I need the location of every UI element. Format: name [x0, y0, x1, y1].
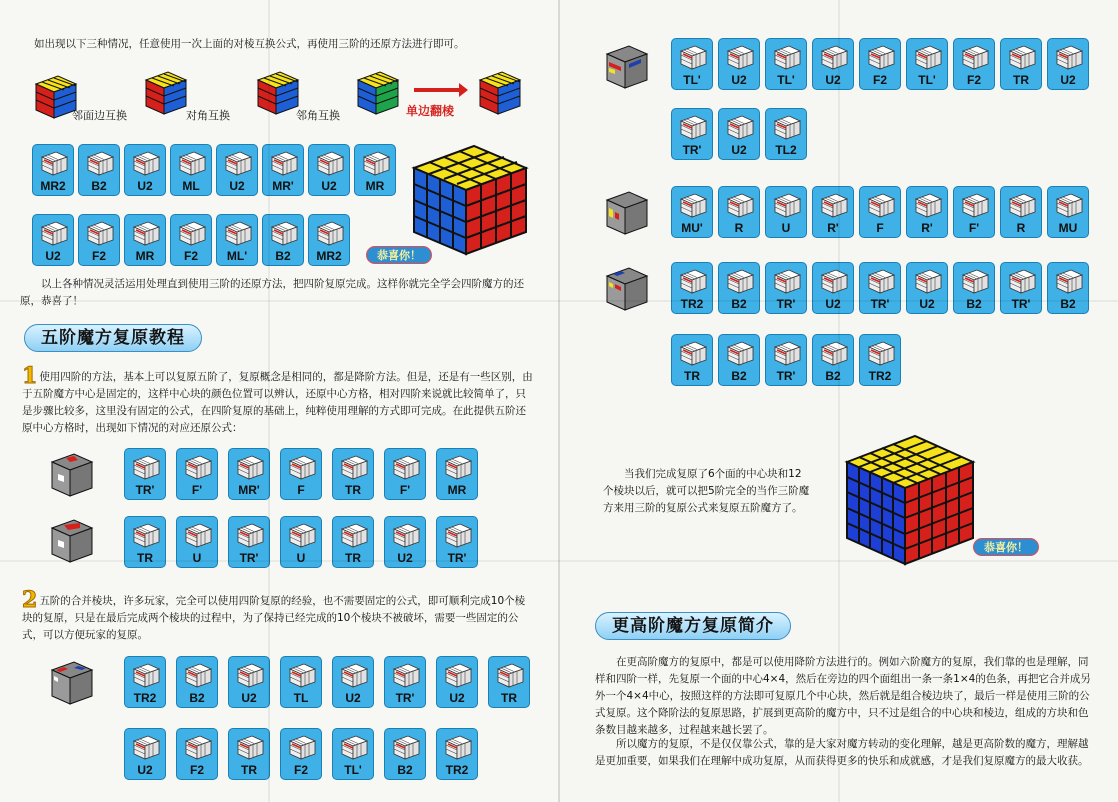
groupC-case-cube [599, 262, 651, 314]
step2-paragraph [22, 587, 534, 644]
cube-single-edge-flip [350, 66, 402, 118]
mini-cube-icon [678, 44, 708, 70]
mini-cube-icon [339, 522, 369, 548]
move-notation: TR [345, 551, 361, 565]
case-caption-2: 对角互换 [186, 109, 230, 122]
move-tile [332, 448, 374, 500]
groupA-case-cube [599, 40, 651, 92]
move-tile [906, 38, 948, 90]
mini-cube-icon [223, 220, 253, 246]
mini-cube-icon [183, 662, 213, 688]
mini-cube-icon [315, 220, 345, 246]
move-tile [228, 656, 270, 708]
mini-cube-icon [819, 340, 849, 366]
move-tile [384, 656, 426, 708]
move-notation: TR' [870, 297, 890, 311]
move-notation: TR2 [680, 297, 704, 311]
move-tile [906, 186, 948, 238]
move-tile [906, 262, 948, 314]
done-text: 当我们完成复原了6个面的中心块和12个棱块以后，就可以把5阶完全的当作三阶魔方来用三阶的复原公式来复原五阶魔方了。 [603, 468, 810, 514]
higher-order-para-1: 在更高阶魔方的复原中，都是可以使用降阶方法进行的。例如六阶魔方的复原，我们靠的也是理解，同样和四阶一样，先复原一个面的中心4×4，然后在旁边的四个面组出一条一条1×4的色条，再把它合并成另外一个4×4中心，按照这样的方法即可复原几个中心块，然后就是组合棱边块了，最后一样是使用三阶的公式复原。这个降阶法的复原思路，扩展到更高阶的魔方中，只不过是组合的中心块和棱边，组成的方块和色条数目越来越多，过程越来越长罢了。 [595, 656, 1091, 736]
fold-line [558, 0, 560, 802]
move-notation: TR' [395, 691, 415, 705]
move-notation: U2 [1060, 73, 1076, 87]
mini-cube-icon [235, 522, 265, 548]
mini-cube-icon [339, 662, 369, 688]
move-tile [671, 108, 713, 160]
cube-5x5-solved-large [839, 430, 979, 568]
mini-cube-icon [131, 522, 161, 548]
move-tile [953, 262, 995, 314]
case-caption-3: 邻角互换 [296, 109, 340, 122]
mini-cube-icon [131, 734, 161, 760]
move-notation: R' [827, 221, 839, 235]
move-tile [308, 144, 350, 196]
move-tile [1047, 186, 1089, 238]
mini-cube-icon [725, 268, 755, 294]
mini-cube-icon [725, 44, 755, 70]
move-tile [765, 38, 807, 90]
congrats-badge-right: 恭喜你！ [973, 538, 1039, 556]
move-notation: TR [345, 483, 361, 497]
move-notation: TL2 [775, 143, 797, 157]
mini-cube-icon [772, 192, 802, 218]
move-tile [78, 214, 120, 266]
move-tile [765, 262, 807, 314]
mini-cube-icon [678, 114, 708, 140]
move-notation: B2 [397, 763, 413, 777]
move-tile [812, 262, 854, 314]
cube-diagonal-swap [138, 66, 190, 118]
move-notation: F' [191, 483, 203, 497]
move-notation: TR2 [868, 369, 892, 383]
move-notation: F2 [189, 763, 204, 777]
move-notation: ML [182, 179, 200, 193]
move-notation: U2 [241, 691, 257, 705]
move-tile [953, 38, 995, 90]
move-notation: F' [399, 483, 411, 497]
mini-cube-icon [819, 268, 849, 294]
move-tile [436, 728, 478, 780]
mini-cube-icon [725, 114, 755, 140]
move-tile [765, 186, 807, 238]
step1-text: 使用四阶的方法，基本上可以复原五阶了，复原概念是相同的，都是降阶方法。但是，还是有一些区别，由于五阶魔方中心是固定的，这样中心块的颜色位置可以辨认，还原中心方格，相对四阶来说就比较简单了，只是步骤比较多，这里没有固定的公式，在四阶复原的基础上，纯粹使用理解的方式即可完成。在此提供五阶还原中心方格时，出现如下情况的对应还原公式： [22, 371, 533, 434]
move-notation: MR [135, 249, 155, 263]
move-notation: U [296, 551, 306, 565]
move-notation: TL' [683, 73, 701, 87]
move-notation: U2 [229, 179, 245, 193]
mini-cube-icon [1007, 268, 1037, 294]
step2-number: 2 [22, 587, 38, 613]
mini-cube-icon [183, 734, 213, 760]
move-tile [176, 448, 218, 500]
move-notation: U2 [397, 551, 413, 565]
move-notation: TR' [776, 369, 796, 383]
move-notation: TR' [135, 483, 155, 497]
move-notation: TL' [777, 73, 795, 87]
move-notation: U [781, 221, 791, 235]
move-notation: TR2 [445, 763, 469, 777]
mini-cube-icon [960, 192, 990, 218]
move-notation: TR [241, 763, 257, 777]
single-edge-flip-label: 单边翻棱 [406, 104, 455, 118]
move-tile [1000, 186, 1042, 238]
mini-cube-icon [131, 454, 161, 480]
mini-cube-icon [235, 662, 265, 688]
arrow-icon [414, 88, 462, 92]
move-notation: U2 [137, 763, 153, 777]
step1-paragraph [22, 363, 534, 437]
move-notation: F2 [183, 249, 198, 263]
cube-solved-small [472, 66, 524, 118]
mini-cube-icon [443, 734, 473, 760]
move-notation: TR' [239, 551, 259, 565]
move-tile [1000, 38, 1042, 90]
mini-cube-icon [772, 268, 802, 294]
move-notation: TR' [776, 297, 796, 311]
mini-cube-icon [85, 150, 115, 176]
move-notation: F2 [872, 73, 887, 87]
move-notation: MR' [238, 483, 260, 497]
move-tile [765, 334, 807, 386]
move-notation: TL' [918, 73, 936, 87]
higher-order-para-2: 所以魔方的复原，不是仅仅靠公式，靠的是大家对魔方转动的变化理解，越是更高阶数的魔方，理解越是更加重要，如果我们在理解中成功复原，从而获得更多的快乐和成就感，才是我们复原魔方的最大收获。 [595, 738, 1089, 767]
mini-cube-icon [772, 114, 802, 140]
mini-cube-icon [866, 268, 896, 294]
mini-cube-icon [183, 522, 213, 548]
move-notation: MR2 [316, 249, 342, 263]
move-tile [859, 262, 901, 314]
move-notation: MR' [272, 179, 294, 193]
move-notation: F [297, 483, 305, 497]
move-notation: TR [684, 369, 700, 383]
move-notation: B2 [966, 297, 982, 311]
step1-number: 1 [22, 363, 38, 389]
move-tile [671, 334, 713, 386]
mini-cube-icon [269, 220, 299, 246]
move-tile [859, 38, 901, 90]
move-tile [436, 656, 478, 708]
mini-cube-icon [39, 150, 69, 176]
move-tile [812, 334, 854, 386]
mini-cube-icon [443, 522, 473, 548]
mini-cube-icon [678, 340, 708, 366]
move-tile [671, 38, 713, 90]
move-notation: U2 [825, 73, 841, 87]
move-notation: U2 [919, 297, 935, 311]
fold-line [268, 0, 270, 802]
mini-cube-icon [339, 454, 369, 480]
move-notation: U2 [731, 73, 747, 87]
center-case-cube-1 [44, 448, 96, 500]
mini-cube-icon [235, 734, 265, 760]
move-tile [1047, 38, 1089, 90]
move-notation: TR [501, 691, 517, 705]
move-tile [32, 144, 74, 196]
move-notation: F2 [91, 249, 106, 263]
move-tile [78, 144, 120, 196]
summary-text: 以上各种情况灵活运用处理直到使用三阶的还原方法，把四阶复原完成。这样你就完全学会四阶魔方的还原，恭喜了！ [20, 278, 524, 307]
move-notation: B2 [825, 369, 841, 383]
move-tile [1000, 262, 1042, 314]
move-tile [280, 448, 322, 500]
move-tile [488, 656, 530, 708]
move-tile [124, 656, 166, 708]
mini-cube-icon [913, 192, 943, 218]
move-notation: B2 [731, 369, 747, 383]
move-tile [170, 214, 212, 266]
move-tile [228, 448, 270, 500]
move-tile [384, 728, 426, 780]
section-title-higher-order: 更高阶魔方复原简介 [595, 612, 791, 640]
move-tile [176, 728, 218, 780]
move-tile [308, 214, 350, 266]
mini-cube-icon [1054, 44, 1084, 70]
mini-cube-icon [866, 44, 896, 70]
move-notation: B2 [275, 249, 291, 263]
mini-cube-icon [1054, 192, 1084, 218]
mini-cube-icon [913, 44, 943, 70]
move-tile [718, 38, 760, 90]
move-notation: TR [1013, 73, 1029, 87]
move-notation: B2 [1060, 297, 1076, 311]
mini-cube-icon [443, 662, 473, 688]
case-caption-1: 邻面边互换 [72, 109, 127, 122]
mini-cube-icon [85, 220, 115, 246]
move-notation: F [876, 221, 884, 235]
move-notation: U2 [731, 143, 747, 157]
move-notation: B2 [189, 691, 205, 705]
mini-cube-icon [287, 454, 317, 480]
move-tile [384, 448, 426, 500]
mini-cube-icon [678, 192, 708, 218]
move-tile [170, 144, 212, 196]
move-tile [280, 656, 322, 708]
move-tile [718, 186, 760, 238]
mini-cube-icon [183, 454, 213, 480]
mini-cube-icon [913, 268, 943, 294]
move-tile [216, 214, 258, 266]
move-tile [332, 728, 374, 780]
move-notation: B2 [91, 179, 107, 193]
move-tile [718, 108, 760, 160]
mini-cube-icon [391, 454, 421, 480]
move-notation: MR [447, 483, 467, 497]
mini-cube-icon [391, 522, 421, 548]
fold-line [0, 300, 1118, 302]
move-tile [124, 728, 166, 780]
move-tile [280, 728, 322, 780]
move-tile [176, 656, 218, 708]
move-tile [671, 262, 713, 314]
move-tile [812, 38, 854, 90]
mini-cube-icon [39, 220, 69, 246]
move-notation: U2 [825, 297, 841, 311]
mini-cube-icon [391, 662, 421, 688]
move-tile [32, 214, 74, 266]
move-notation: TL [293, 691, 309, 705]
mini-cube-icon [725, 340, 755, 366]
move-notation: TR' [682, 143, 702, 157]
mini-cube-icon [131, 662, 161, 688]
move-notation: MR [365, 179, 385, 193]
mini-cube-icon [391, 734, 421, 760]
mini-cube-icon [819, 44, 849, 70]
step2-text: 五阶的合并棱块，许多玩家，完全可以使用四阶复原的经验，也不需要固定的公式，即可顺利完成10个棱块的复原，只是在最后完成两个棱块的过程中，为了保持已经完成的10个棱块不被破坏，需要一些固定的公式，可以方便玩家的复原。 [22, 595, 526, 641]
move-notation: F2 [966, 73, 981, 87]
move-notation: F' [968, 221, 980, 235]
mini-cube-icon [339, 734, 369, 760]
fold-line [838, 0, 840, 802]
move-tile [812, 186, 854, 238]
mini-cube-icon [725, 192, 755, 218]
move-notation: U2 [345, 691, 361, 705]
mini-cube-icon [866, 340, 896, 366]
section-title-5x5: 五阶魔方复原教程 [24, 324, 202, 352]
mini-cube-icon [177, 150, 207, 176]
move-tile [332, 656, 374, 708]
mini-cube-icon [287, 522, 317, 548]
groupB-case-cube [599, 186, 651, 238]
move-notation: MR2 [40, 179, 66, 193]
mini-cube-icon [361, 150, 391, 176]
mini-cube-icon [772, 340, 802, 366]
mini-cube-icon [287, 662, 317, 688]
move-notation: R [734, 221, 744, 235]
move-notation: U2 [45, 249, 61, 263]
move-notation: MU [1058, 221, 1078, 235]
move-tile [953, 186, 995, 238]
move-tile [124, 144, 166, 196]
move-notation: R' [921, 221, 933, 235]
congrats-badge-left: 恭喜你！ [366, 246, 432, 264]
move-tile [228, 728, 270, 780]
center-case-cube-2 [44, 514, 96, 566]
mini-cube-icon [223, 150, 253, 176]
move-tile [436, 448, 478, 500]
mini-cube-icon [269, 150, 299, 176]
move-notation: TR2 [133, 691, 157, 705]
mini-cube-icon [960, 268, 990, 294]
mini-cube-icon [495, 662, 525, 688]
move-notation: B2 [731, 297, 747, 311]
move-notation: R [1016, 221, 1026, 235]
mini-cube-icon [235, 454, 265, 480]
move-notation: TL' [344, 763, 362, 777]
mini-cube-icon [772, 44, 802, 70]
move-notation: MU' [681, 221, 703, 235]
intro-text: 如出现以下三种情况，任意使用一次上面的对棱互换公式，再使用三阶的还原方法进行即可。 [34, 38, 465, 50]
move-notation: U2 [449, 691, 465, 705]
move-tile [216, 144, 258, 196]
move-tile [859, 186, 901, 238]
mini-cube-icon [1007, 192, 1037, 218]
edge-case-cube [44, 656, 96, 708]
move-notation: F2 [293, 763, 308, 777]
mini-cube-icon [443, 454, 473, 480]
mini-cube-icon [678, 268, 708, 294]
mini-cube-icon [1007, 44, 1037, 70]
move-notation: U [192, 551, 202, 565]
move-tile [718, 262, 760, 314]
move-tile [859, 334, 901, 386]
move-tile [718, 334, 760, 386]
move-notation: U2 [137, 179, 153, 193]
move-tile [1047, 262, 1089, 314]
mini-cube-icon [315, 150, 345, 176]
move-tile [124, 214, 166, 266]
move-notation: ML' [226, 249, 248, 263]
move-tile [354, 144, 396, 196]
move-tile [671, 186, 713, 238]
move-notation: U2 [321, 179, 337, 193]
mini-cube-icon [1054, 268, 1084, 294]
mini-cube-icon [866, 192, 896, 218]
mini-cube-icon [287, 734, 317, 760]
mini-cube-icon [960, 44, 990, 70]
cube-4x4-solved-large [408, 140, 530, 258]
fold-line [0, 560, 1118, 562]
move-tile [765, 108, 807, 160]
mini-cube-icon [131, 220, 161, 246]
move-notation: TR [137, 551, 153, 565]
move-notation: TR' [447, 551, 467, 565]
move-notation: TR' [1011, 297, 1031, 311]
mini-cube-icon [177, 220, 207, 246]
cube-adjacent-corner-swap [250, 66, 302, 118]
move-tile [124, 448, 166, 500]
mini-cube-icon [819, 192, 849, 218]
mini-cube-icon [131, 150, 161, 176]
